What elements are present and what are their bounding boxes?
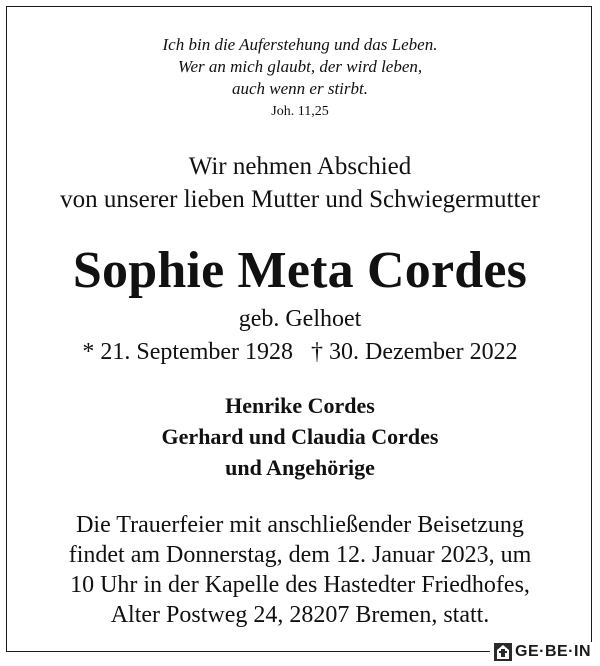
birth-date: * 21. September 1928: [82, 339, 294, 365]
mourner: Gerhard und Claudia Cordes: [161, 424, 439, 449]
gebein-logo-icon: [494, 643, 512, 661]
service-line: Alter Postweg 24, 28207 Bremen, statt.: [110, 602, 490, 628]
gebein-logo: [490, 642, 593, 662]
service-line: findet am Donnerstag, dem 12. Januar 2023, um: [68, 542, 532, 568]
death-date: † 30. Dezember 2022: [311, 339, 518, 365]
mourners-list: [0, 390, 600, 483]
verse-line: Wer an mich glaubt, der wird leben,: [177, 57, 423, 76]
farewell-intro: [0, 150, 600, 216]
intro-line: Wir nehmen Abschied: [188, 153, 412, 180]
bible-verse: [0, 34, 600, 100]
funeral-service-info: [0, 510, 600, 630]
deceased-name: Sophie Meta Cordes: [72, 242, 528, 299]
intro-line: von unserer lieben Mutter und Schwiegermutter: [60, 186, 540, 213]
verse-line: Ich bin die Auferstehung und das Leben.: [162, 35, 438, 54]
service-line: Die Trauerfeier mit anschließender Beisetzung: [76, 512, 524, 538]
gebein-logo-text: GE·BE·IN: [515, 643, 591, 660]
life-dates: [0, 336, 600, 368]
verse-line: auch wenn er stirbt.: [232, 79, 368, 98]
mourner: und Angehörige: [225, 455, 375, 480]
mourner: Henrike Cordes: [225, 393, 375, 418]
service-line: 10 Uhr in der Kapelle des Hastedter Friedhofes,: [70, 572, 530, 598]
verse-reference: Joh. 11,25: [271, 104, 329, 119]
birth-name: geb. Gelhoet: [238, 306, 362, 332]
